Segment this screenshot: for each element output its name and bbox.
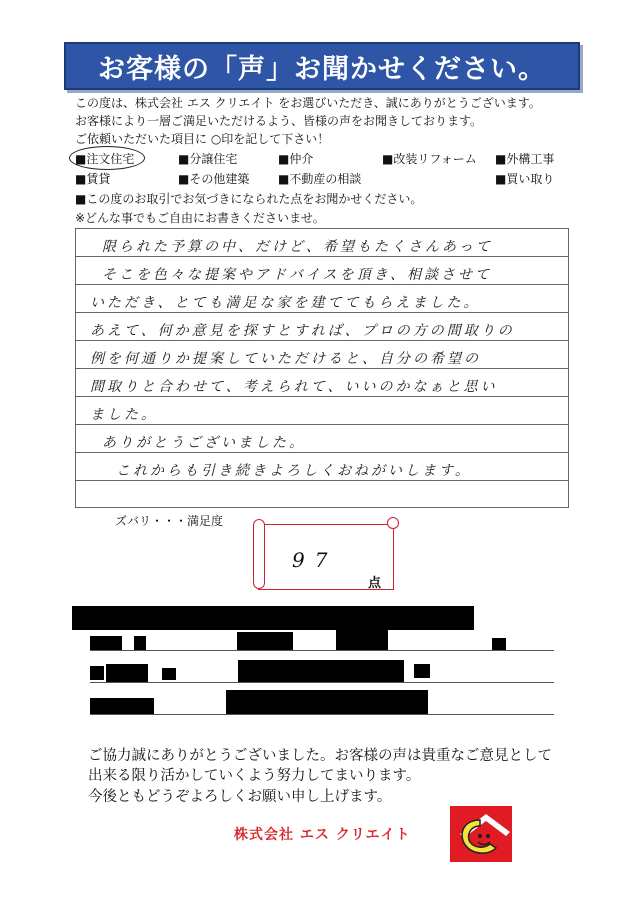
option-realestate-consult[interactable]: ■不動産の相談 bbox=[278, 172, 362, 186]
comment-line-3: いただき、とても満足な家を建ててもらえました。 bbox=[90, 295, 481, 311]
option-renovation[interactable]: ■改装リフォーム bbox=[382, 152, 477, 166]
comment-line-5: 例を何通りか提案していただけると、自分の希望の bbox=[90, 351, 481, 367]
redacted-block bbox=[238, 660, 404, 682]
option-rental[interactable]: ■賃貸 bbox=[75, 172, 111, 186]
redacted-block bbox=[237, 632, 293, 650]
redacted-block bbox=[90, 636, 122, 650]
redacted-block bbox=[226, 690, 428, 714]
satisfaction-label: ズバリ・・・満足度 bbox=[115, 514, 224, 528]
page-banner: お客様の「声」お聞かせください。 bbox=[64, 42, 580, 90]
company-logo bbox=[450, 806, 512, 862]
satisfaction-score: 97 bbox=[292, 548, 338, 572]
comment-line-6: 間取りと合わせて、考えられて、いいのかなぁと思い bbox=[90, 379, 498, 395]
company-name: 株式会社 エス クリエイト bbox=[234, 827, 411, 843]
option-subdivision-house[interactable]: ■分譲住宅 bbox=[178, 152, 238, 166]
closing-line-2: 出来る限り活かしていくよう努力してまいります。 bbox=[88, 768, 421, 784]
redacted-block bbox=[162, 668, 176, 680]
option-other-construction[interactable]: ■その他建築 bbox=[178, 172, 250, 186]
option-brokerage[interactable]: ■仲介 bbox=[278, 152, 314, 166]
option-buyout[interactable]: ■買い取り bbox=[495, 172, 555, 186]
option-custom-house[interactable]: ■注文住宅 bbox=[75, 152, 135, 166]
intro-line-3: ご依頼いただいた項目に ○印を記して下さい！ bbox=[75, 132, 330, 146]
intro-line-2: お客様により一層ご満足いただけるよう、皆様の声をお聞きしております。 bbox=[75, 114, 483, 128]
redacted-block bbox=[72, 606, 474, 630]
closing-line-3: 今後ともどうぞよろしくお願い申し上げます。 bbox=[88, 789, 392, 805]
option-exterior-work[interactable]: ■外構工事 bbox=[495, 152, 555, 166]
comment-line-8: ありがとうございました。 bbox=[102, 435, 306, 451]
comment-line-4: あえて、何か意見を探すとすれば、プロの方の間取りの bbox=[90, 323, 515, 339]
comment-line-1: 限られた予算の中、だけど、希望もたくさんあって bbox=[102, 239, 493, 255]
comment-line-9: これからも引き続きよろしくおねがいします。 bbox=[116, 463, 472, 479]
redacted-block bbox=[106, 664, 148, 682]
comment-line-2: そこを色々な提案やアドバイスを頂き、相談させて bbox=[102, 267, 493, 283]
prompt-line-2: ※どんな事でもご自由にお書きくださいませ。 bbox=[75, 211, 325, 225]
score-unit: 点 bbox=[368, 576, 382, 591]
redacted-block bbox=[90, 698, 154, 714]
comment-line-7: ました。 bbox=[90, 407, 158, 423]
redacted-block bbox=[90, 666, 104, 680]
redacted-block bbox=[492, 638, 506, 650]
prompt-line-1: ■この度のお取引でお気づきになられた点をお聞かせください。 bbox=[75, 192, 423, 206]
redacted-block bbox=[414, 664, 430, 678]
redacted-block bbox=[134, 636, 146, 650]
house-face-icon bbox=[450, 806, 512, 862]
closing-line-1: ご協力誠にありがとうございました。お客様の声は貴重なご意見として bbox=[88, 748, 552, 764]
redacted-block bbox=[336, 630, 388, 650]
intro-line-1: この度は、株式会社 エス クリエイト をお選びいただき、誠にありがとうございます。 bbox=[75, 96, 541, 110]
